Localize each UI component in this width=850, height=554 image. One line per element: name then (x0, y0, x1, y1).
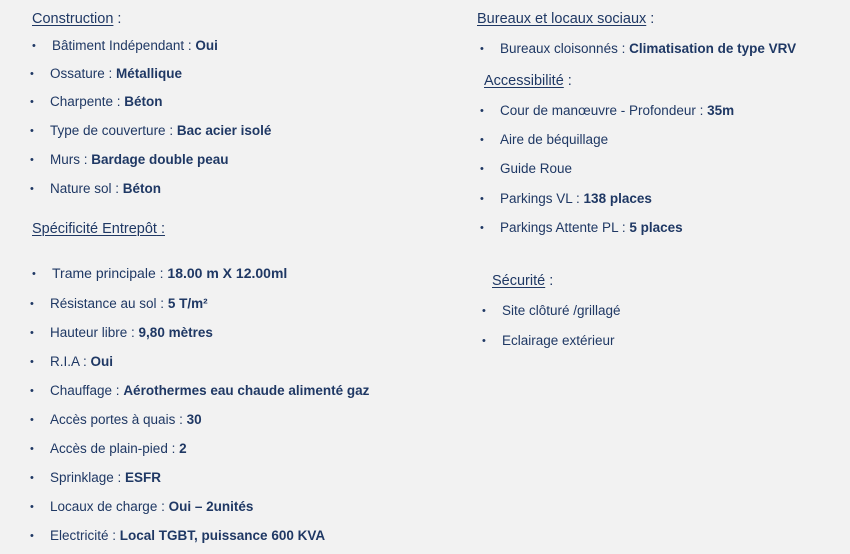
bullet: • (480, 163, 484, 175)
securite-item-eclairage (482, 333, 615, 348)
item-label: Accès de plain-pied : (50, 441, 180, 456)
entrepot-item-trame (32, 265, 287, 281)
item-value: Aérothermes eau chaude alimenté gaz (123, 383, 370, 398)
securite-colon: : (545, 273, 554, 289)
bullet: • (30, 385, 34, 397)
bullet: • (30, 298, 34, 310)
construction-item-couverture (30, 123, 271, 138)
entrepot-title: Spécificité Entrepôt (32, 221, 157, 237)
bullet: • (30, 125, 34, 137)
accessibilite-item-bequillage (480, 132, 608, 147)
securite-item-cloture (482, 303, 621, 318)
item-label: Aire de béquillage (500, 132, 609, 147)
construction-title: Construction (32, 11, 114, 27)
item-label: R.I.A : (50, 354, 91, 369)
item-value: 138 places (583, 191, 652, 206)
item-label: Bureaux cloisonnés : (500, 41, 630, 56)
item-label: Résistance au sol : (50, 296, 168, 311)
item-value: ESFR (125, 470, 162, 485)
item-label: Bâtiment Indépendant : (52, 38, 196, 53)
securite-heading (492, 273, 553, 289)
entrepot-item-electricite (30, 528, 325, 543)
bullet: • (480, 193, 484, 205)
item-value: Bac acier isolé (176, 123, 272, 138)
item-value: 18.00 m X 12.00ml (167, 265, 288, 281)
item-label: Murs : (50, 152, 92, 167)
entrepot-item-plain-pied (30, 441, 187, 456)
bullet: • (482, 305, 486, 317)
item-label: Trame principale : (52, 265, 168, 281)
item-label: Type de couverture : (50, 123, 177, 138)
item-value: 5 places (629, 220, 683, 235)
bullet: • (30, 501, 34, 513)
item-label: Site clôturé /grillagé (502, 303, 621, 318)
item-value: Oui – 2unités (168, 499, 254, 514)
item-label: Eclairage extérieur (502, 333, 615, 348)
entrepot-item-hauteur (30, 325, 213, 340)
item-label: Electricité : (50, 528, 120, 543)
bullet: • (30, 96, 34, 108)
construction-item-batiment (32, 38, 218, 53)
item-label: Guide Roue (500, 161, 573, 176)
entrepot-heading (32, 221, 165, 237)
bureaux-heading (477, 11, 654, 27)
bullet: • (30, 530, 34, 542)
item-label: Parkings VL : (500, 191, 584, 206)
accessibilite-title: Accessibilité (484, 73, 564, 89)
accessibilite-colon: : (563, 73, 572, 89)
construction-heading (32, 11, 121, 27)
bureaux-colon: : (646, 11, 655, 27)
item-value: 35m (707, 103, 735, 118)
accessibilite-item-cour (480, 103, 734, 118)
entrepot-item-chauffage (30, 383, 369, 398)
entrepot-colon: : (156, 221, 165, 237)
item-label: Cour de manœuvre - Profondeur : (500, 103, 708, 118)
item-value: 5 T/m² (167, 296, 208, 311)
item-value: Local TGBT, puissance 600 KVA (119, 528, 326, 543)
bullet: • (30, 443, 34, 455)
bullet: • (30, 327, 34, 339)
item-label: Ossature : (50, 66, 117, 81)
bureaux-item-cloisonnes (480, 41, 796, 56)
item-label: Sprinklage : (50, 470, 126, 485)
bullet: • (32, 268, 36, 280)
item-value: Climatisation de type VRV (629, 41, 797, 56)
item-label: Charpente : (50, 94, 125, 109)
construction-colon: : (113, 11, 122, 27)
bullet: • (30, 356, 34, 368)
bullet: • (32, 40, 36, 52)
bullet: • (480, 43, 484, 55)
bullet: • (30, 183, 34, 195)
item-value: Oui (90, 354, 114, 369)
entrepot-item-resistance (30, 296, 208, 311)
item-label: Nature sol : (50, 181, 123, 196)
item-value: Béton (122, 181, 162, 196)
item-value: Bardage double peau (91, 152, 229, 167)
item-label: Chauffage : (50, 383, 124, 398)
item-label: Accès portes à quais : (50, 412, 187, 427)
construction-item-ossature (30, 66, 182, 81)
entrepot-item-ria (30, 354, 113, 369)
bullet: • (30, 154, 34, 166)
accessibilite-item-parkings-pl (480, 220, 683, 235)
item-label: Locaux de charge : (50, 499, 169, 514)
construction-item-murs (30, 152, 229, 167)
bullet: • (30, 414, 34, 426)
bullet: • (30, 68, 34, 80)
accessibilite-heading (484, 73, 572, 89)
item-value: 2 (179, 441, 187, 456)
bullet: • (480, 222, 484, 234)
item-value: 9,80 mètres (138, 325, 213, 340)
construction-item-charpente (30, 94, 163, 109)
item-value: Béton (124, 94, 163, 109)
item-value: Oui (195, 38, 218, 53)
item-value: Métallique (116, 66, 183, 81)
bullet: • (480, 105, 484, 117)
accessibilite-item-parkings-vl (480, 191, 652, 206)
construction-item-sol (30, 181, 161, 196)
item-label: Hauteur libre : (50, 325, 139, 340)
securite-title: Sécurité (492, 273, 546, 289)
entrepot-item-locaux-charge (30, 499, 253, 514)
item-label: Parkings Attente PL : (500, 220, 630, 235)
entrepot-item-quais (30, 412, 202, 427)
entrepot-item-sprinklage (30, 470, 161, 485)
bullet: • (480, 134, 484, 146)
accessibilite-item-guide-roue (480, 161, 572, 176)
bullet: • (30, 472, 34, 484)
bullet: • (482, 335, 486, 347)
item-value: 30 (186, 412, 202, 427)
bureaux-title: Bureaux et locaux sociaux (477, 11, 647, 27)
